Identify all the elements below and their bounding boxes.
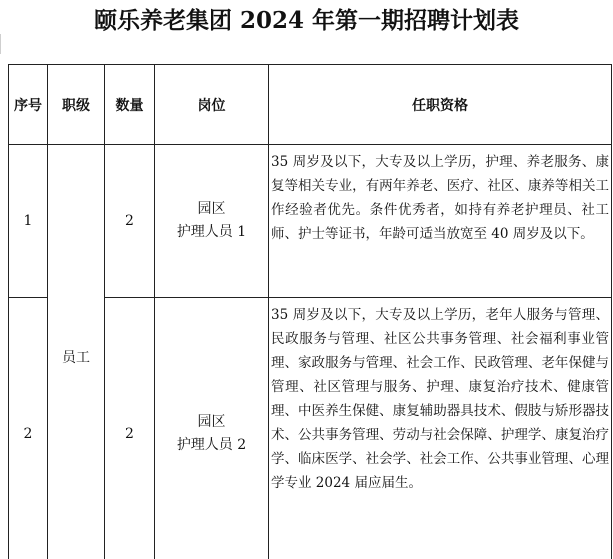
- header-no: 序号: [9, 65, 48, 145]
- header-requirements: 任职资格: [269, 65, 612, 145]
- page-title: 颐乐养老集团 2024 年第一期招聘计划表: [93, 7, 520, 34]
- cell-count: 2: [105, 145, 155, 298]
- cell-count: 2: [105, 298, 155, 559]
- cell-requirements: 35 周岁及以下，大专及以上学历，护理、养老服务、康复等相关专业，有两年养老、医疗、社区、康养等相关工作经验者优先。条件优秀者，如持有养老护理员、社工师、护士等证书，年龄可适当放宽至 40 周岁及以下。: [269, 145, 612, 298]
- post-area: 园区: [197, 413, 226, 430]
- cell-level: 员工: [48, 145, 105, 559]
- page-edge-mark: [0, 34, 5, 54]
- cell-requirements: 35 周岁及以下，大专及以上学历，老年人服务与管理、民政服务与管理、社区公共事务管理、社会福利事业管理、家政服务与管理、社会工作、民政管理、老年保健与管理、社区管理与服务、护理、康复治疗技术、健康管理、中医养生保健、康复辅助器具技术、假肢与矫形器技术、公共事务管理、劳动与社会保障、护理学、康复治疗学、临床医学、社会学、社会工作、公共事业管理、心理学专业 2024 届应届生。: [269, 298, 612, 559]
- table-row: [9, 145, 612, 298]
- recruitment-plan-table: [8, 64, 612, 559]
- post-area: 园区: [197, 201, 226, 217]
- post-title: 护理人员 1: [176, 224, 247, 240]
- cell-post: [155, 145, 269, 298]
- header-count: 数量: [105, 65, 155, 145]
- table-header-row: [9, 65, 612, 145]
- cell-no: 2: [9, 298, 48, 559]
- cell-post: [155, 298, 269, 559]
- header-post: 岗位: [155, 65, 269, 145]
- cell-no: 1: [9, 145, 48, 298]
- header-level: 职级: [48, 65, 105, 145]
- post-title: 护理人员 2: [176, 436, 247, 453]
